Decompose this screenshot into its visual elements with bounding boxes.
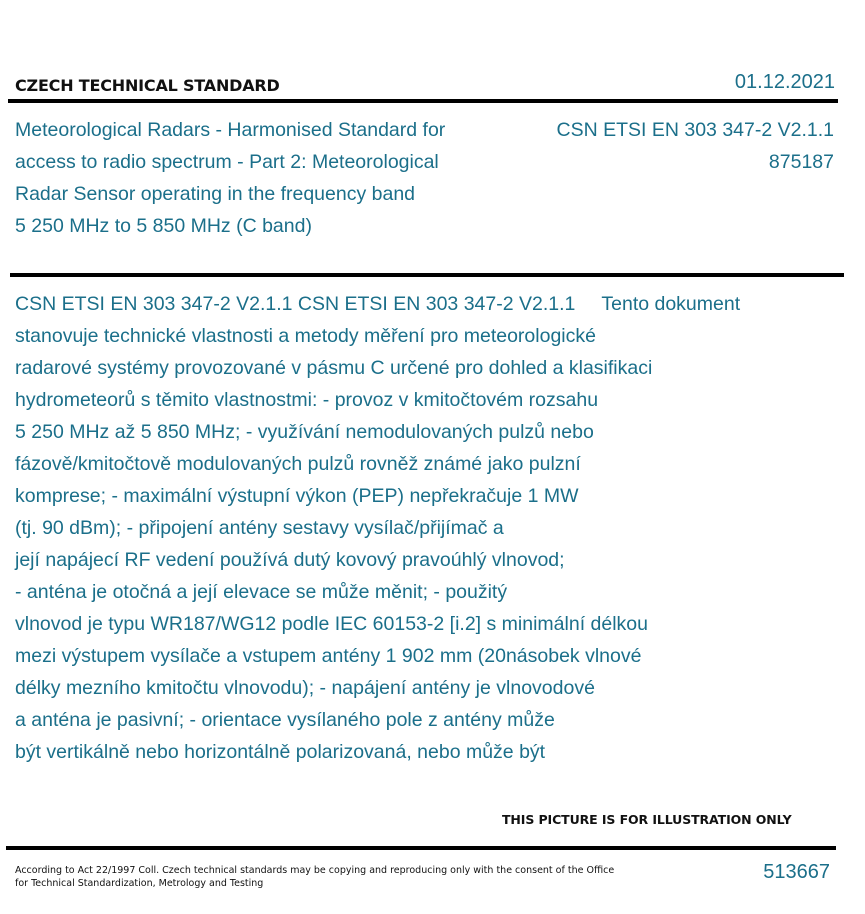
- illustration-notice: THIS PICTURE IS FOR ILLUSTRATION ONLY: [502, 812, 792, 827]
- standard-title: [15, 114, 515, 242]
- title-line: Meteorological Radars - Harmonised Standard for: [15, 119, 446, 141]
- abstract-line: délky mezního kmitočtu vlnovodu); - napájení antény je vlnovodové: [15, 677, 595, 699]
- title-divider: [10, 273, 844, 277]
- abstract-line: (tj. 90 dBm); - připojení antény sestavy vysílač/přijímač a: [15, 517, 504, 539]
- abstract-line: - anténa je otočná a její elevace se může měnit; - použitý: [15, 581, 508, 603]
- abstract-lead: CSN ETSI EN 303 347-2 V2.1.1 CSN ETSI EN 303 347-2 V2.1.1: [15, 293, 576, 315]
- abstract-text: [15, 288, 835, 768]
- abstract-line: 5 250 MHz až 5 850 MHz; - využívání nemodulovaných pulzů nebo: [15, 421, 594, 443]
- title-line: 5 250 MHz to 5 850 MHz (C band): [15, 215, 312, 237]
- standard-code: CSN ETSI EN 303 347-2 V2.1.1: [556, 119, 834, 141]
- catalog-number: 875187: [768, 151, 834, 173]
- footer-divider: [6, 846, 836, 850]
- standard-identifiers: [557, 114, 834, 178]
- abstract-line: být vertikálně nebo horizontálně polarizovaná, nebo může být: [15, 741, 546, 763]
- copyright-notice: [15, 864, 614, 890]
- document-type-label: CZECH TECHNICAL STANDARD: [15, 76, 280, 95]
- title-line: Radar Sensor operating in the frequency band: [15, 183, 416, 205]
- publication-date: 01.12.2021: [734, 71, 835, 93]
- header-divider: [8, 99, 838, 103]
- abstract-line: [15, 288, 835, 320]
- abstract-line: její napájecí RF vedení používá dutý kovový pravoúhlý vlnovod;: [15, 549, 565, 571]
- abstract-line: fázově/kmitočtově modulovaných pulzů rovněž známé jako pulzní: [15, 453, 581, 475]
- abstract-line: radarové systémy provozované v pásmu C určené pro dohled a klasifikaci: [15, 357, 653, 379]
- abstract-line: stanovuje technické vlastnosti a metody měření pro meteorologické: [15, 325, 596, 347]
- abstract-line: komprese; - maximální výstupní výkon (PEP) nepřekračuje 1 MW: [15, 485, 579, 507]
- copyright-line: for Technical Standardization, Metrology and Testing: [15, 878, 264, 889]
- title-line: access to radio spectrum - Part 2: Meteorological: [15, 151, 439, 173]
- abstract-start: Tento dokument: [601, 293, 741, 315]
- abstract-line: vlnovod je typu WR187/WG12 podle IEC 60153-2 [i.2] s minimální délkou: [15, 613, 648, 635]
- abstract-line: hydrometeorů s těmito vlastnostmi: - provoz v kmitočtovém rozsahu: [15, 389, 599, 411]
- abstract-line: mezi výstupem vysílače a vstupem antény 1 902 mm (20násobek vlnové: [15, 645, 642, 667]
- abstract-line: a anténa je pasivní; - orientace vysílaného pole z antény může: [15, 709, 555, 731]
- copyright-line: According to Act 22/1997 Coll. Czech technical standards may be copying and reproducing only with the consent of the Office: [15, 865, 615, 876]
- document-number: 513667: [763, 861, 830, 883]
